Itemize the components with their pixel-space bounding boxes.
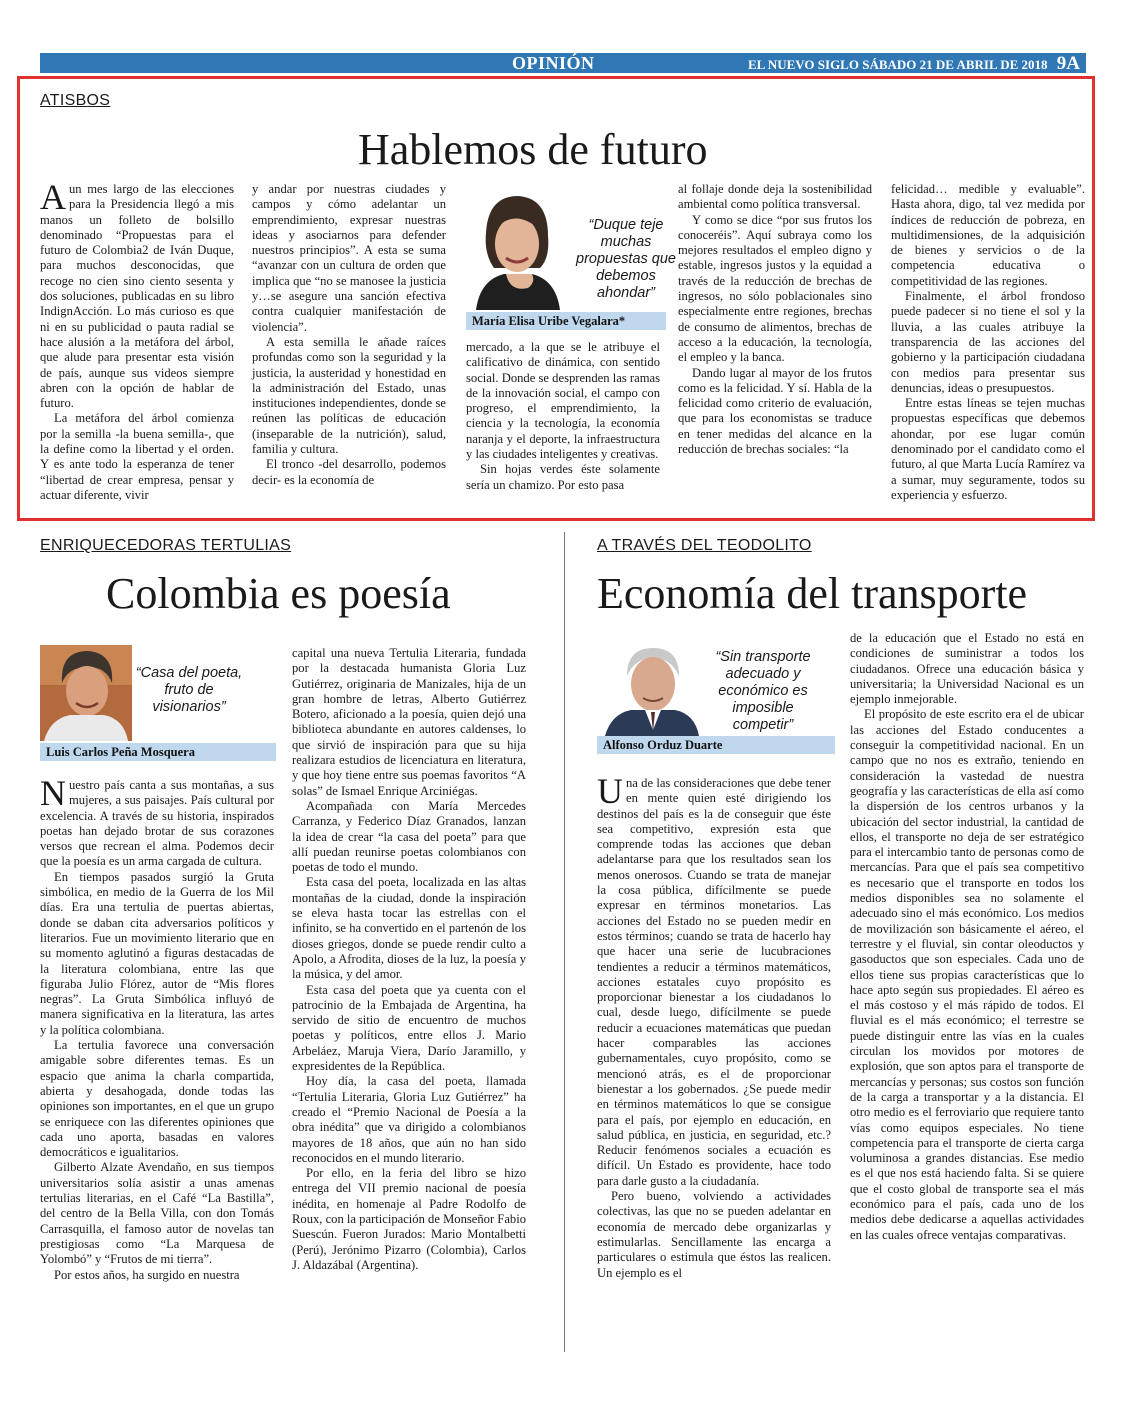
article2-title: Colombia es poesía xyxy=(106,569,451,618)
pull-quote: “Sin transporte adecuado y económico es imposible competir” xyxy=(715,649,811,733)
article1-col3: mercado, a la que se le atribuye el calificativo de dinámica, con sentido social. Donde se desprenden las ramas de la innovación social, el campo con progreso, el emprendimiento, la ciencia y la tecnología, la economía naranja y el deporte, la infraestructura y las ciudades inteligentes y creativas. Sin hojas verdes éste solamente sería un chamizo. Por esto pasa xyxy=(466,340,660,492)
article1-title: Hablemos de futuro xyxy=(358,125,708,174)
author-byline: Alfonso Orduz Duarte xyxy=(597,736,835,754)
newspaper-name: EL NUEVO SIGLO xyxy=(747,57,859,72)
article1-col5: felicidad… medible y evaluable”. Hasta ahora, digo, tal vez medida por índices de reducción de pobreza, en multidimensiones, de la adquisición de bienes y servicios o de la competencia educativa o competitividad de las regiones. Finalmente, el árbol frondoso puede padecer si no tiene el sol y la lluvia, a las cuales atribuye la transparencia de las acciones del gobierno y la participación ciudadana con medios para presentar sus denuncias, ideas o presupuestos. Entre estas líneas se tejen muchas propuestas específicas que debemos ahondar, por ese lugar común denominado por el candidato como el futuro, al que Marta Lucía Ramírez va a sumar, muy seguramente, todos su experiencia y esfuerzo. xyxy=(891,182,1085,502)
article1-kicker: ATISBOS xyxy=(40,92,111,109)
article1-col4: al follaje donde deja la sostenibilidad ambiental como política transversal. Y como se dice “por sus frutos los conoceréis”. Aquí subraya como los mejores resultados el empleo digno y estable, ingresos justos y la equidad a través de la reducción de brechas de ingresos, no sólo poblacionales sino especialmente entre regiones, brechas de consumo de alimentos, brechas de acceso a la educación, la tecnología, el empleo y la banca. Dando lugar al mayor de los frutos como es la felicidad. Y sí. Habla de la felicidad como criterio de evaluación, que para los economistas se traduce en tener medidas del alcance en la reducción de brechas sociales: “la xyxy=(678,182,872,457)
article3-kicker: A TRAVÉS DEL TEODOLITO xyxy=(597,537,812,554)
pull-quote: “Duque teje muchas propuestas que debemos ahondar” xyxy=(576,217,676,301)
section-name: OPINIÓN xyxy=(512,53,595,73)
page-header-bar xyxy=(40,53,1086,73)
pull-quote: “Casa del poeta, fruto de visionarios” xyxy=(135,665,243,715)
article2-col2: capital una nueva Tertulia Literaria, fundada por la destacada humanista Gloria Luz Gutiérrez, originaria de Manizales, hija de un gran hombre de letras, Alberto Gutiérrez Botero, aficionado a la poesía, quien dejó una biblioteca abundante en autores caldenses, lo que sirvió de inspiración para que su hija realizara estudios de licenciatura en literatura, y que hoy tiene entre sus poemas favoritos “A solas” de Ismael Enrique Arciniégas. Acompañada con María Mercedes Carranza, y Federico Díaz Granados, lanzan la idea de crear “la casa del poeta” para que allí puedan reunirse poetas colombianos con poetas de todo el mundo. Esta casa del poeta, localizada en las altas montañas de la ciudad, donde la inspiración se eleva hasta tocar las estrellas con el infinito, se ha convertido en el partenón de los dioses griegos, donde se puede rendir culto a Apolo, a Afrodita, dioses de la luz, la poesía y la música, y del amor. Esta casa del poeta que ya cuenta con el patrocinio de la Embajada de Argentina, ha servido de sitio de encuentro de muchos poetas y políticos, entre ellos J. Mario Arbeláez, Maruja Viera, Darío Jaramillo, y expresidentes de la República. Hoy día, la casa del poeta, llamada “Tertulia Literaria, Gloria Luz Gutiérrez” ha creado el “Premio Nacional de Poesía a la obra inédita” que va dirigido a colombianos mayores de 18 años, que aún no han sido reconocidos en el mundo literario. Por ello, en la feria del libro se hizo entrega del VII premio nacional de poesía inédita, en homenaje al Padre Rodolfo de Roux, con la participación de Monseñor Fabio Suescún. Fueron Jurados: Mario Montalbetti (Perú), Jerónimo Pizarro (Colombia), Carlos J. Aldazábal (Argentina). xyxy=(292,646,526,1272)
article1-col1: Aun mes largo de las elecciones para la Presidencia llegó a mis manos un folleto de bolsillo denominado “Propuestas para el futuro de Colombia2 de Iván Duque, para muchos desconocidas, que recoge no cien sino ciento sesenta y dos soluciones, publicadas en su libro IndignAcción. Lo más curioso es que ni en su publicidad o pauta radial se hace alusión a la metáfora del árbol, que alude para presentar esta visión de país, aunque sus videos siempre abren con la opción de hablar de futuro. La metáfora del árbol comienza por la semilla -la buena semilla-, que la define como la libertad y el orden. Y es ante todo la esperanza de tener “libertad de crear empresa, pensar y actuar diferente, vivir xyxy=(40,177,234,502)
article2-kicker: ENRIQUECEDORAS TERTULIAS xyxy=(40,537,292,554)
author-photo xyxy=(466,188,566,310)
author-photo xyxy=(40,645,132,741)
column-divider xyxy=(564,532,565,1352)
header-info xyxy=(748,53,1080,75)
article3-title: Economía del transporte xyxy=(597,569,1028,618)
article1-col2: y andar por nuestras ciudades y campos y cómo adelantar un emprendimiento, expresar nuestras ideas y asociarnos para defender nuestros principios”. A esta se suma “avanzar con un cultura de orden que implica que “no se manosee la justicia y…se asegure una sanción efectiva contra cualquier manifestación de violencia”. A esta semilla le añade raíces profundas como son la seguridad y la justicia, la austeridad y honestidad en la administración del Estado, unas instituciones independientes, donde se reúnen las políticas de educación (inseparable de la nutrición), salud, familia y cultura. El tronco -del desarrollo, podemos decir- es la economía de xyxy=(252,182,446,487)
page-number: 9A xyxy=(1056,53,1080,74)
article2-col1: Nuestro país canta a sus montañas, a sus mujeres, a sus paisajes. País cultural por excelencia. A través de su historia, inspirados poetas han dejado brotar de sus corazones versos que recrean el alma. Podemos decir que la poesía es un arma cargada de cultura. En tiempos pasados surgió la Gruta simbólica, en medio de la Guerra de los Mil días. Era una tertulia de puertas abiertas, donde se daban cita adversarios políticos y literarios. Fue un movimiento literario que en su momento aglutinó a figuras destacadas de la literatura colombiana, entre las que figuraba Julio Flórez, autor de “Mis flores negras”. La Gruta Simbólica influyó de manera significativa en la literatura, las artes y la política colombiana. La tertulia favorece una conversación amigable sobre diferentes temas. Es un espacio que anima la charla compartida, abierta y desahogada, donde todas las opiniones son importantes, en el que un grupo se enriquece con las diferentes opiniones que cada uno aporta, basadas en valores democráticos e igualitarios. Gilberto Alzate Avendaño, en sus tiempos universitarios solía asistir a unas amenas tertulias literarias, en el Café “La Bastilla”, del centro de la Bella Villa, con don Tomás Carrasquilla, el famoso autor de novelas tan prestigiosas como “La Marquesa de Yolombó” y “Frutos de mi tierra”. Por estos años, ha surgido en nuestra xyxy=(40,773,274,1282)
dropcap: A xyxy=(40,177,66,217)
author-byline: Luis Carlos Peña Mosquera xyxy=(40,743,276,761)
author-byline: María Elisa Uribe Vegalara* xyxy=(466,312,666,330)
dropcap: N xyxy=(40,773,66,813)
article3-col2: de la educación que el Estado no está en condiciones de suministrar a todos los ciudadanos. Ofrece una educación básica y universitaria; la Universidad Nacional es un ejemplo inmejorable. El propósito de este escrito era el de ubicar las acciones del Estado conducentes a conseguir la competitividad nacional. En un campo que no nos es extraño, teniendo en consideración la vastedad de nuestra geografía y las características de ella así como la dispersión de los centros urbanos y la ubicación del sector industrial, la cantidad de ellos, el transporte no deja de ser estratégico para el intercambio tanto de personas como de mercancías. Para que el país sea competitivo es necesario que el transporte en todos los medios disponibles sea no solamente el adecuado sino el más económico. Los medios de movilización son básicamente el aéreo, el terrestre y el fluvial, sin contar oleoductos y gasoductos que son especiales. Cada uno de ellos tiene sus propias características que lo hace apto según sus propiedades. El aéreo es el más costoso y el más rápido de todos. El fluvial es el más económico; el terrestre se puede distinguir entre las vías en la cuales circulan los movidos por motores de explosión, que son aptos para el transporte de mercancías y personas; sus costos son función de la carga a transportar y a la distancia. El otro medio es el ferroviario que requiere tanto vías como equipos especiales. No tiene competencia para el transporte de cierta carga voluminosa a grandes distancias. Ese medio es el que nos está haciendo falta. Si se quiere que el costo global de transporte sea el más económico para el país, cada uno de los medios debe dedicarse a aquellas actividades en las cuales ofrece ventajas comparativas. xyxy=(850,631,1084,1242)
author-photo xyxy=(597,640,705,736)
article3-col1: Una de las consideraciones que debe tener en mente quien esté dirigiendo los destinos del país es la de conseguir que éste sea competitivo, expresión esta que comprende todas las acciones que deban adelantarse para que los resultados sean los menos onerosos. Cuando se trata de manejar la cosa pública, difícilmente se puede expresar en términos monetarios. Las acciones del Estado no se pueden medir en estos términos; cuando se trata de hacerlo hay que hacer una serie de lucubraciones tendientes a reducir a términos matemáticos, acciones estatales cuyo propósito es proporcionar bienestar a los ciudadanos lo cual, desde luego, difícilmente se puede reducir a ecuaciones matemáticas que puedan hacer comparables las acciones gubernamentales, cuyo propósito, como se mencionó atrás, es el de proporcionar bienestar a los gobernados. ¿Se puede medir en términos matemáticos lo que se consigue para el país, por ejemplo en educación, en salud pública, en justicia, en seguridad, etc.? Reducir fenómenos sociales a ecuación es difícil. Un Estado es providente, hace todo para darle gusto a la ciudadanía. Pero bueno, volviendo a actividades colectivas, las que no se pueden adelantar en economía de mercado debe organizarlas y estimularlas. Sencillamente las encarga a particulares o estimula que éstos las realicen. Un ejemplo es el xyxy=(597,771,831,1280)
dropcap: U xyxy=(597,771,623,811)
issue-date: SÁBADO 21 DE ABRIL DE 2018 xyxy=(862,57,1048,72)
